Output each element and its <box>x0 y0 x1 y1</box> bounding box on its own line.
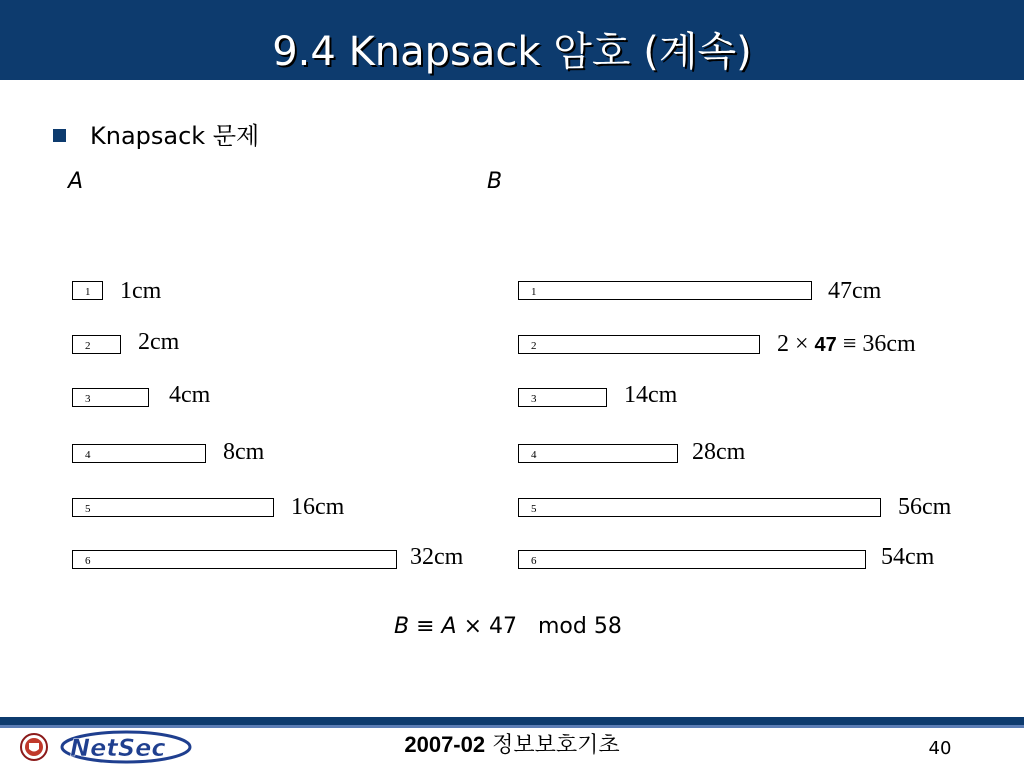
item-b-5-value: 56cm <box>898 494 952 520</box>
formula-a: A <box>441 614 457 639</box>
item-a-6-index: 6 <box>85 555 91 567</box>
formula-rest: × 47 mod 58 <box>456 614 622 639</box>
item-b-6-index: 6 <box>531 555 537 567</box>
item-b-4-index: 4 <box>531 449 537 461</box>
item-b-4-value: 28cm <box>692 439 746 465</box>
formula-b: B <box>394 614 410 639</box>
formula-equiv: ≡ <box>409 614 442 639</box>
item-a-3-index: 3 <box>85 393 91 405</box>
item-a-2-value: 2cm <box>138 329 180 355</box>
item-a-6-box <box>72 550 397 569</box>
item-b-6-value: 54cm <box>881 544 935 570</box>
item-b-5-index: 5 <box>531 503 537 515</box>
item-b-3-box <box>518 388 607 407</box>
item-a-3-box <box>72 388 149 407</box>
formula <box>394 612 622 642</box>
slide-title: 9.4 Knapsack 암호 (계속) <box>272 29 752 75</box>
item-a-4-value: 8cm <box>223 439 265 465</box>
item-a-1-value: 1cm <box>120 278 162 304</box>
footer-bar <box>0 717 1024 725</box>
footer-course <box>0 730 1024 761</box>
item-a-1-index: 1 <box>85 286 91 298</box>
item-b-1-value: 47cm <box>828 278 882 304</box>
item-a-2-box <box>72 335 121 354</box>
item-b-2-box <box>518 335 760 354</box>
item-b-3-value: 14cm <box>624 382 678 408</box>
item-a-2-index: 2 <box>85 340 91 352</box>
item-b-1-box <box>518 281 812 300</box>
item-a-1-box <box>72 281 103 300</box>
footer-year: 2007-02 <box>404 732 486 757</box>
item-b-6-box <box>518 550 866 569</box>
item-a-5-index: 5 <box>85 503 91 515</box>
column-b-label: B <box>487 169 503 194</box>
netsec-logo-text: NetSec <box>70 734 166 762</box>
item-b-2-value-bold: 47 <box>814 334 837 356</box>
item-b-3-index: 3 <box>531 393 537 405</box>
item-a-4-index: 4 <box>85 449 91 461</box>
item-a-5-value: 16cm <box>291 494 345 520</box>
item-b-2-value-suffix: ≡ 36cm <box>836 331 916 357</box>
item-a-3-value: 4cm <box>169 382 211 408</box>
footer-course-name: 정보보호기초 <box>485 733 620 758</box>
square-bullet-icon <box>53 129 66 142</box>
item-b-1-index: 1 <box>531 286 537 298</box>
page-number: 40 <box>928 738 952 759</box>
item-a-4-box <box>72 444 206 463</box>
item-a-5-box <box>72 498 274 517</box>
column-a-label: A <box>68 169 84 194</box>
item-b-2-value <box>777 330 916 359</box>
bullet-text: Knapsack 문제 <box>90 122 260 150</box>
item-b-5-box <box>518 498 881 517</box>
item-a-6-value: 32cm <box>410 544 464 570</box>
item-b-4-box <box>518 444 678 463</box>
item-b-2-index: 2 <box>531 340 537 352</box>
item-b-2-value-prefix: 2 × <box>777 331 815 357</box>
